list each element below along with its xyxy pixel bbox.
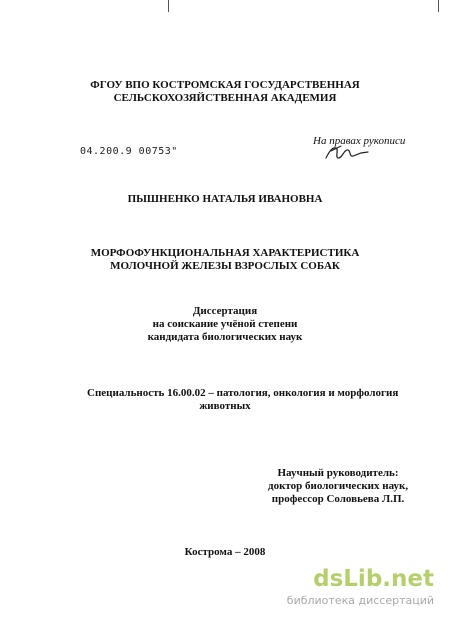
degree-line-1: на соискание учёной степени <box>152 318 298 330</box>
scan-edge-mark <box>438 0 439 12</box>
supervisor-heading: Научный руководитель: <box>277 467 399 479</box>
document-type: Диссертация <box>192 305 258 317</box>
degree-line-2: кандидата биологических наук <box>147 331 303 343</box>
supervisor-name: профессор Соловьева Л.П. <box>271 493 405 505</box>
author-name: ПЫШНЕНКО НАТАЛЬЯ ИВАНОВНА <box>127 193 323 205</box>
signature-icon <box>323 143 371 163</box>
city-year: Кострома – 2008 <box>184 546 266 558</box>
watermark-subtitle: библиотека диссертаций <box>286 594 434 607</box>
specialty-line-2: животных <box>199 400 251 412</box>
watermark <box>262 566 442 616</box>
institution-line-2: СЕЛЬСКОХОЗЯЙСТВЕННАЯ АКАДЕМИЯ <box>113 92 337 104</box>
registration-stamp: 04.200.9 00753" <box>80 146 178 157</box>
manuscript-rights-note: На правах рукописи <box>313 135 406 147</box>
thesis-title-line-2: МОЛОЧНОЙ ЖЕЛЕЗЫ ВЗРОСЛЫХ СОБАК <box>110 260 340 272</box>
supervisor-degree: доктор биологических наук, <box>268 480 409 492</box>
scan-edge-mark <box>168 0 169 12</box>
thesis-title-line-1: МОРФОФУНКЦИОНАЛЬНАЯ ХАРАКТЕРИСТИКА <box>90 247 360 259</box>
institution-line-1: ФГОУ ВПО КОСТРОМСКАЯ ГОСУДАРСТВЕННАЯ <box>90 79 360 91</box>
watermark-logo: dsLib.net <box>313 566 434 592</box>
specialty-line-1: Специальность 16.00.02 – патология, онкология и морфология <box>87 387 399 399</box>
